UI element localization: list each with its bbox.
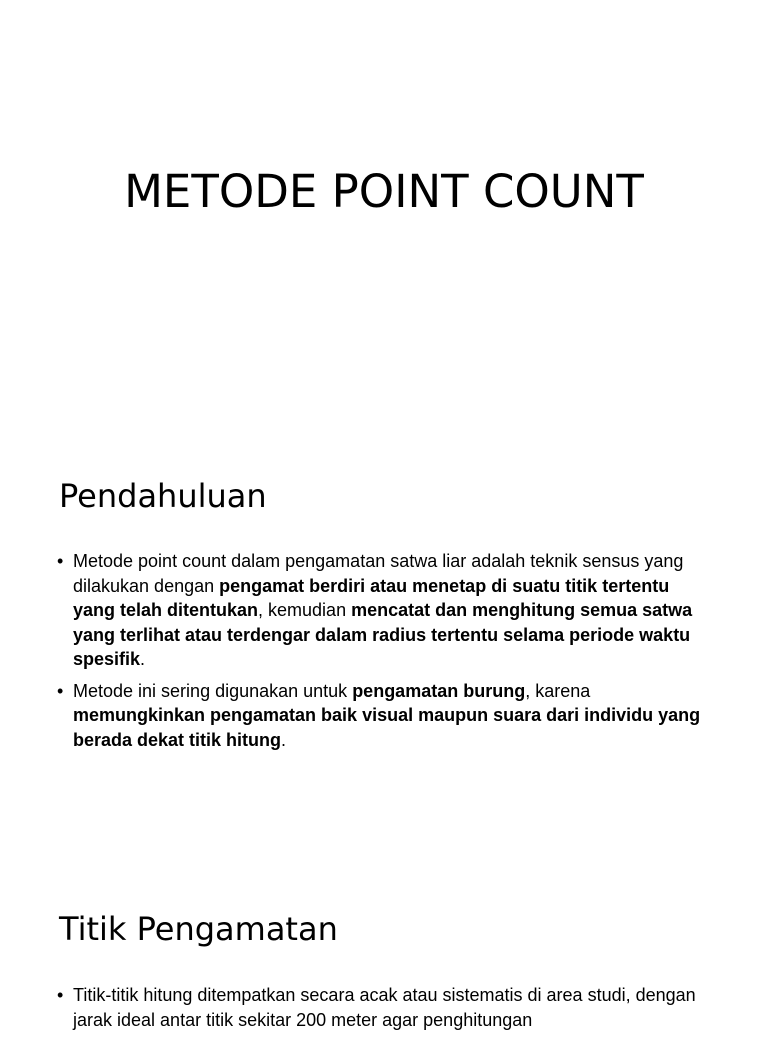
section-heading-pendahuluan: Pendahuluan <box>59 477 267 515</box>
bullet-text: . <box>281 729 287 750</box>
bullet-bold-text: pengamatan burung <box>352 680 526 701</box>
bullet-item <box>57 679 709 753</box>
bullet-marker: • <box>57 680 64 701</box>
bullet-text: , kemudian <box>258 600 352 620</box>
bullet-list-titik-pengamatan <box>57 983 709 1039</box>
slide-title: METODE POINT COUNT <box>124 165 644 218</box>
bullet-text: , karena <box>525 680 591 701</box>
bullet-marker: • <box>57 551 64 571</box>
bullet-bold-text: pengamat berdiri atau menetap di suatu titik tertentu yang telah ditentukan <box>73 575 670 620</box>
bullet-text: Metode point count dalam pengamatan satwa liar adalah teknik sensus yang dilakukan dengan <box>73 551 684 596</box>
bullet-item <box>57 983 709 1032</box>
bullet-bold-text: memungkinkan pengamatan baik visual maupun suara dari individu yang berada dekat titik hitung <box>73 705 701 750</box>
bullet-list-pendahuluan <box>57 549 709 759</box>
bullet-marker: • <box>57 985 64 1005</box>
title-slide <box>0 0 768 432</box>
bullet-bold-text: mencatat dan menghitung semua satwa yang terlihat atau terdengar dalam radius tertentu selama periode waktu spesifik <box>73 600 693 669</box>
bullet-text: Metode ini sering digunakan untuk <box>73 680 353 701</box>
bullet-text: . <box>140 649 146 669</box>
section-heading-titik-pengamatan: Titik Pengamatan <box>59 910 338 948</box>
bullet-item <box>57 549 709 672</box>
bullet-text: Titik-titik hitung ditempatkan secara acak atau sistematis di area studi, dengan jarak ideal antar titik sekitar 200 meter agar penghitungan <box>73 985 696 1030</box>
